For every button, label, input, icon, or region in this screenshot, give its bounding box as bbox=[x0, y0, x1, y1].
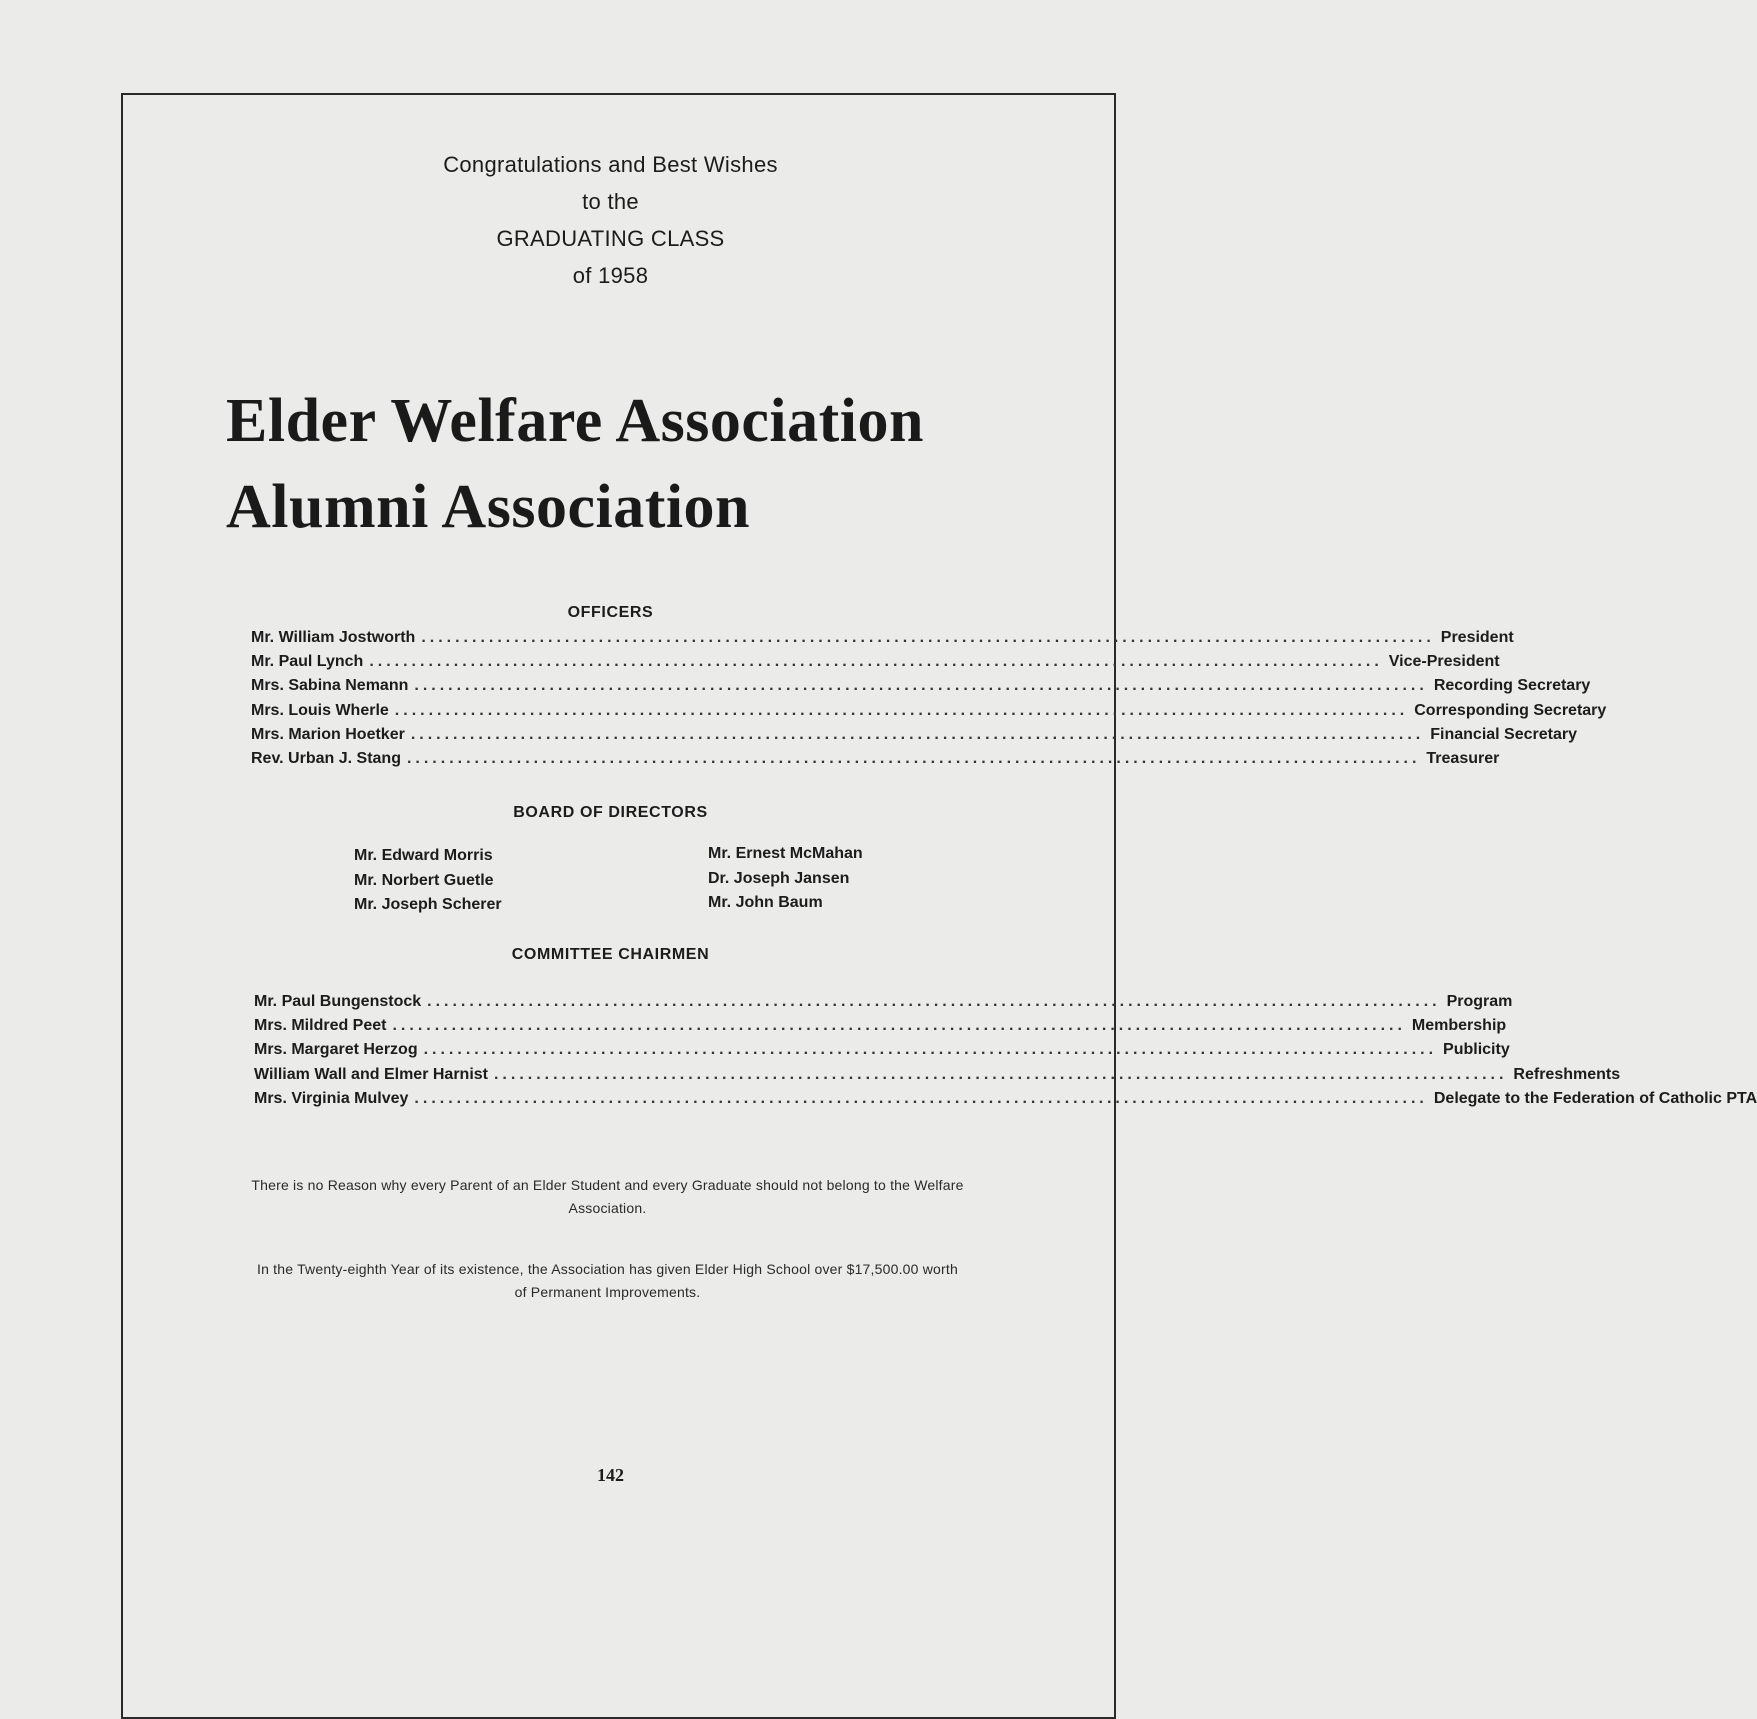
officer-role: Recording Secretary bbox=[1433, 677, 1591, 695]
officers-heading: OFFICERS bbox=[567, 604, 654, 621]
officer-row bbox=[251, 699, 1607, 723]
board-member: Mr. John Baum bbox=[708, 894, 823, 911]
officer-role: Corresponding Secretary bbox=[1414, 701, 1607, 719]
officer-name: Mrs. Marion Hoetker bbox=[251, 725, 405, 743]
committee-name: Mrs. Margaret Herzog bbox=[254, 1041, 418, 1059]
officer-name: Mrs. Sabina Nemann bbox=[251, 677, 409, 695]
page-title bbox=[226, 378, 924, 550]
board-column-right bbox=[708, 842, 863, 916]
greeting-line: GRADUATING CLASS bbox=[496, 226, 725, 251]
officer-role: Financial Secretary bbox=[1430, 725, 1577, 743]
committee-row bbox=[254, 990, 1513, 1014]
title-line-1: Elder Welfare Association bbox=[226, 387, 924, 455]
committee-list bbox=[254, 990, 1757, 1111]
greeting-block bbox=[121, 146, 1100, 294]
committee-name: Mrs. Virginia Mulvey bbox=[254, 1089, 409, 1107]
officer-row bbox=[251, 674, 1591, 698]
officer-role: Vice-President bbox=[1388, 653, 1500, 671]
committee-name: Mr. Paul Bungenstock bbox=[254, 993, 422, 1010]
committee-name: William Wall and Elmer Harnist bbox=[254, 1065, 488, 1083]
committee-row bbox=[254, 1014, 1507, 1038]
officer-role: Treasurer bbox=[1426, 749, 1500, 767]
officer-row bbox=[251, 723, 1577, 747]
officer-name: Mrs. Louis Wherle bbox=[251, 701, 389, 719]
board-member: Mr. Joseph Scherer bbox=[354, 896, 502, 913]
officer-name: Rev. Urban J. Stang bbox=[251, 749, 401, 767]
board-member: Mr. Ernest McMahan bbox=[708, 845, 863, 862]
committee-role: Membership bbox=[1411, 1017, 1507, 1035]
dot-leader: ........................................................................................................................ bbox=[406, 749, 1421, 767]
board-column-left bbox=[354, 844, 502, 918]
committee-row bbox=[254, 1087, 1757, 1111]
board-member: Mr. Edward Morris bbox=[354, 847, 493, 864]
membership-note: There is no Reason why every Parent of an Elder Student and every Graduate should not belong to the Welfare Association. bbox=[251, 1177, 964, 1216]
greeting-line: to the bbox=[582, 189, 639, 214]
officer-row bbox=[251, 626, 1514, 650]
dot-leader: ........................................................................................................................ bbox=[392, 1017, 1406, 1035]
committee-role: Publicity bbox=[1443, 1041, 1510, 1059]
dot-leader: ........................................................................................................................ bbox=[493, 1065, 1508, 1083]
dot-leader: ........................................................................................................................ bbox=[421, 629, 1435, 646]
board-member: Mr. Norbert Guetle bbox=[354, 871, 494, 889]
dot-leader: ........................................................................................................................ bbox=[414, 1089, 1428, 1107]
committee-row bbox=[254, 1038, 1510, 1062]
officers-list bbox=[251, 626, 1607, 771]
greeting-line: Congratulations and Best Wishes bbox=[443, 152, 778, 177]
dot-leader: ........................................................................................................................ bbox=[410, 725, 1425, 743]
title-line-2: Alumni Association bbox=[226, 473, 751, 541]
officer-row bbox=[251, 747, 1500, 771]
committee-role: Delegate to the Federation of Catholic PTA bbox=[1433, 1089, 1757, 1107]
greeting-line: of 1958 bbox=[572, 263, 649, 288]
committee-heading: COMMITTEE CHAIRMEN bbox=[511, 946, 710, 963]
committee-role: Program bbox=[1446, 993, 1513, 1010]
dot-leader: ........................................................................................................................ bbox=[423, 1041, 1438, 1059]
officer-name: Mr. Paul Lynch bbox=[251, 653, 364, 671]
board-heading: BOARD OF DIRECTORS bbox=[513, 804, 708, 821]
committee-row bbox=[254, 1063, 1621, 1087]
officer-name: Mr. William Jostworth bbox=[251, 629, 416, 646]
committee-role: Refreshments bbox=[1513, 1065, 1621, 1083]
dot-leader: ........................................................................................................................ bbox=[394, 701, 1409, 719]
committee-name: Mrs. Mildred Peet bbox=[254, 1017, 387, 1035]
dot-leader: ........................................................................................................................ bbox=[427, 993, 1441, 1010]
dot-leader: ........................................................................................................................ bbox=[414, 677, 1428, 695]
page-number: 142 bbox=[597, 1465, 624, 1485]
dot-leader: ........................................................................................................................ bbox=[369, 653, 1383, 671]
board-member: Dr. Joseph Jansen bbox=[708, 869, 850, 887]
officer-row bbox=[251, 650, 1500, 674]
improvements-note: In the Twenty-eighth Year of its existence, the Association has given Elder High School over $17,500.00 worth of Permanent Improvements. bbox=[257, 1261, 958, 1300]
officer-role: President bbox=[1440, 629, 1514, 646]
